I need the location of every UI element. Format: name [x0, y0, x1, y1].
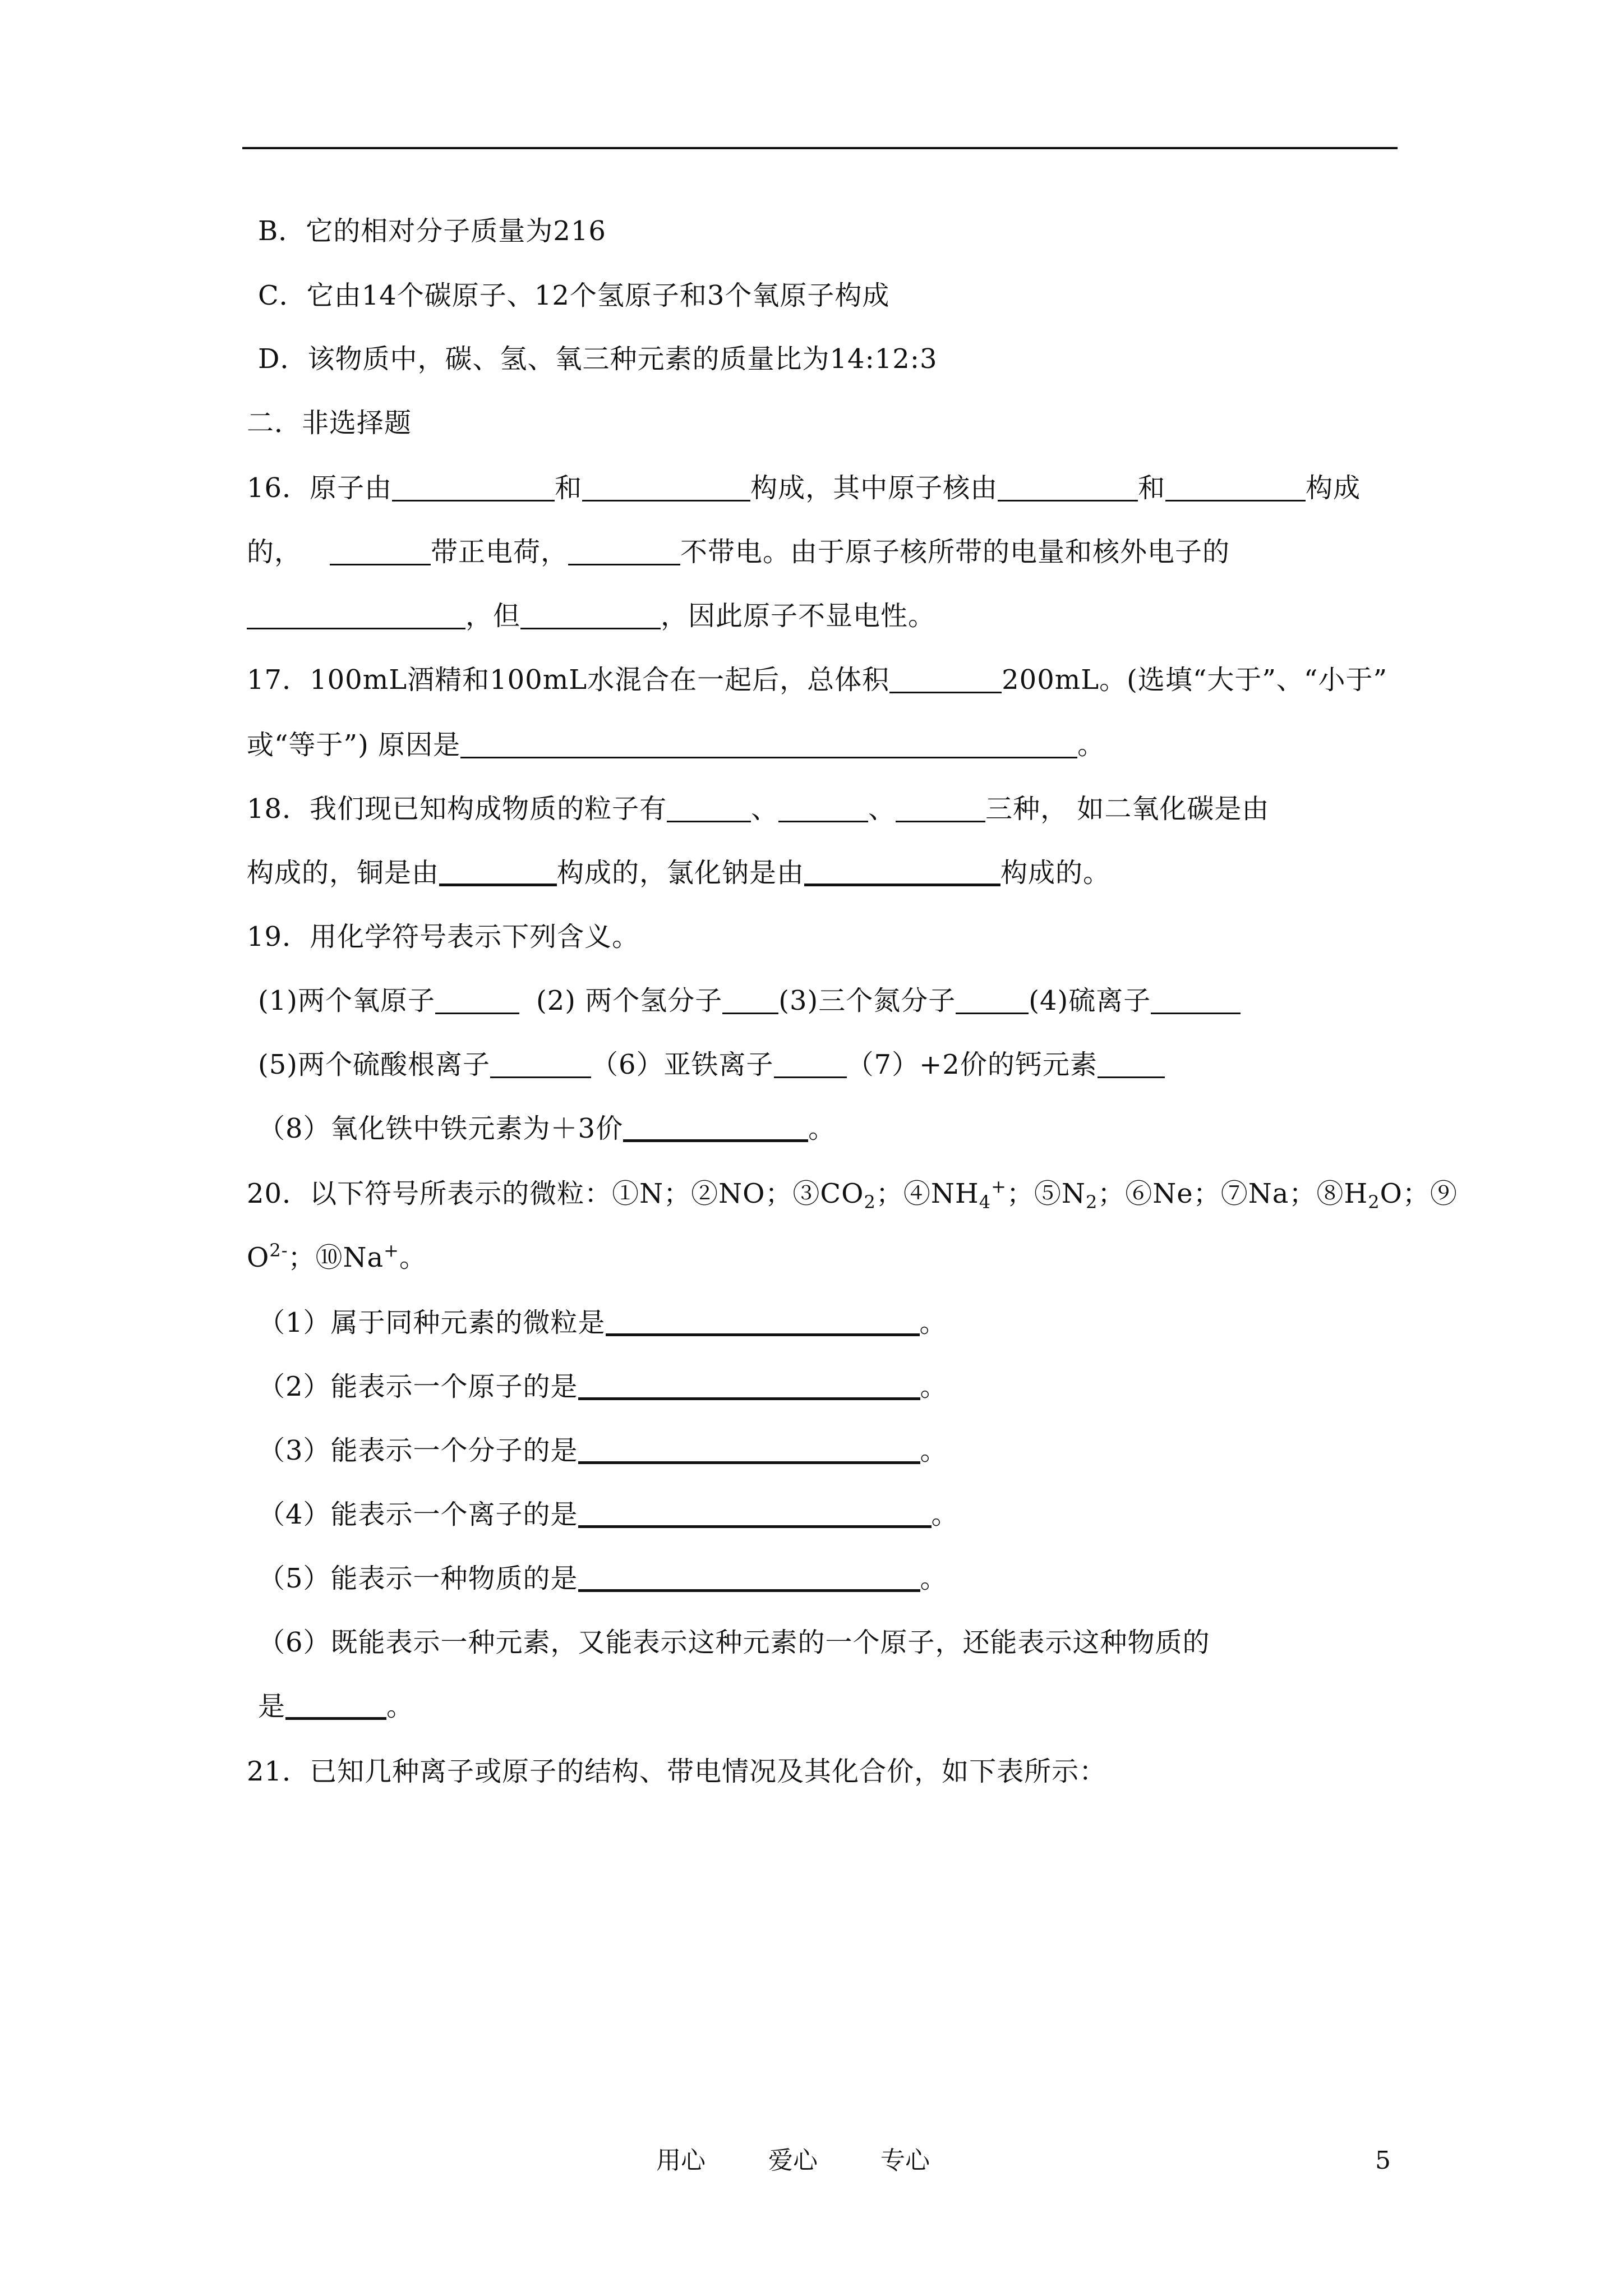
section-title: 二．非选择题	[247, 407, 412, 439]
question-21: 21．已知几种离子或原子的结构、带电情况及其化合价，如下表所示：	[247, 1756, 1107, 1787]
answer-blank[interactable]	[578, 1370, 920, 1400]
page-number: 5	[1375, 2146, 1391, 2175]
option-d: D．该物质中，碳、氢、氧三种元素的质量比为14:12:3	[258, 343, 938, 375]
answer-blank[interactable]	[889, 665, 1002, 693]
question-18-line-1: 18．我们现已知构成物质的粒子有 、 、 三种， 如二氧化碳是由	[247, 793, 1270, 825]
question-20-sub-1: （1）属于同种元素的微粒是 。	[258, 1307, 947, 1338]
question-20-sub-6-end: 是 。	[258, 1691, 414, 1722]
header-rule	[242, 147, 1398, 149]
answer-blank[interactable]	[778, 794, 868, 822]
answer-blank[interactable]	[460, 730, 1077, 758]
answer-blank[interactable]	[606, 1306, 920, 1336]
answer-blank[interactable]	[435, 986, 519, 1014]
answer-blank[interactable]	[1151, 986, 1241, 1014]
footer-text-2: 爱心	[768, 2146, 818, 2175]
answer-blank[interactable]	[578, 1434, 920, 1464]
question-16-line-1: 16．原子由 和 构成，其中原子核由 和 构成	[247, 472, 1361, 504]
question-16-line-2: 的， 带正电荷， 不带电。由于原子核所带的电量和核外电子的	[247, 536, 1230, 568]
answer-blank[interactable]	[998, 473, 1138, 501]
question-20-line-2: $O^{2-}$；⑩Na+。	[247, 1240, 427, 1273]
answer-blank[interactable]	[330, 537, 431, 565]
question-18-line-2: 构成的，铜是由 构成的，氯化钠是由 构成的。	[247, 857, 1111, 889]
question-20-sub-2: （2）能表示一个原子的是 。	[258, 1371, 948, 1402]
answer-blank[interactable]	[774, 1050, 847, 1078]
footer-text-1: 用心	[656, 2146, 706, 2175]
answer-blank[interactable]	[285, 1690, 386, 1720]
question-20-sub-3: （3）能表示一个分子的是 。	[258, 1435, 948, 1466]
answer-blank[interactable]	[439, 857, 557, 886]
answer-blank[interactable]	[623, 1112, 808, 1142]
question-20-sub-6: （6）既能表示一种元素，又能表示这种元素的一个原子，还能表示这种物质的	[258, 1627, 1210, 1658]
answer-blank[interactable]	[247, 601, 465, 629]
answer-blank[interactable]	[392, 473, 555, 501]
answer-blank[interactable]	[582, 473, 750, 501]
question-17-line-1: 17．100mL酒精和100mL水混合在一起后，总体积 200mL。(选填“大于”、“小于”	[247, 664, 1388, 696]
question-19-line-3: （8）氧化铁中铁元素为＋3价 。	[258, 1113, 836, 1144]
question-20-line-1: 20．以下符号所表示的微粒：①N；②NO；$③CO_2$；$④NH_4^+$；$⑤N_2$；⑥Ne；⑦Na；$⑧H_2O$；⑨	[247, 1176, 1458, 1213]
question-19-title: 19．用化学符号表示下列含义。	[247, 921, 640, 953]
option-b: B．它的相对分子质量为216	[258, 215, 606, 247]
question-19-line-1: (1)两个氧原子 (2) 两个氢分子 (3)三个氮分子 (4)硫离子	[258, 983, 1241, 1019]
answer-blank[interactable]	[956, 986, 1029, 1014]
answer-blank[interactable]	[804, 857, 1000, 886]
question-19-line-2: (5)两个硫酸根离子 （6）亚铁离子 （7）+2价的钙元素	[258, 1047, 1165, 1083]
answer-blank[interactable]	[1098, 1050, 1165, 1078]
answer-blank[interactable]	[490, 1050, 591, 1078]
answer-blank[interactable]	[896, 794, 985, 822]
answer-blank[interactable]	[1165, 473, 1306, 501]
question-20-sub-4: （4）能表示一个离子的是 。	[258, 1499, 959, 1530]
answer-blank[interactable]	[667, 794, 751, 822]
question-20-sub-5: （5）能表示一种物质的是 。	[258, 1563, 948, 1594]
answer-blank[interactable]	[568, 537, 680, 565]
question-16-line-3: ，但 ，因此原子不显电性。	[247, 598, 935, 634]
question-17-line-2: 或“等于”) 原因是 。	[247, 729, 1105, 761]
answer-blank[interactable]	[722, 986, 778, 1014]
option-c: C．它由14个碳原子、12个氢原子和3个氧原子构成	[258, 280, 890, 311]
answer-blank[interactable]	[578, 1562, 920, 1592]
answer-blank[interactable]	[578, 1498, 932, 1528]
answer-blank[interactable]	[520, 601, 661, 629]
footer-text-3: 专心	[880, 2146, 930, 2175]
